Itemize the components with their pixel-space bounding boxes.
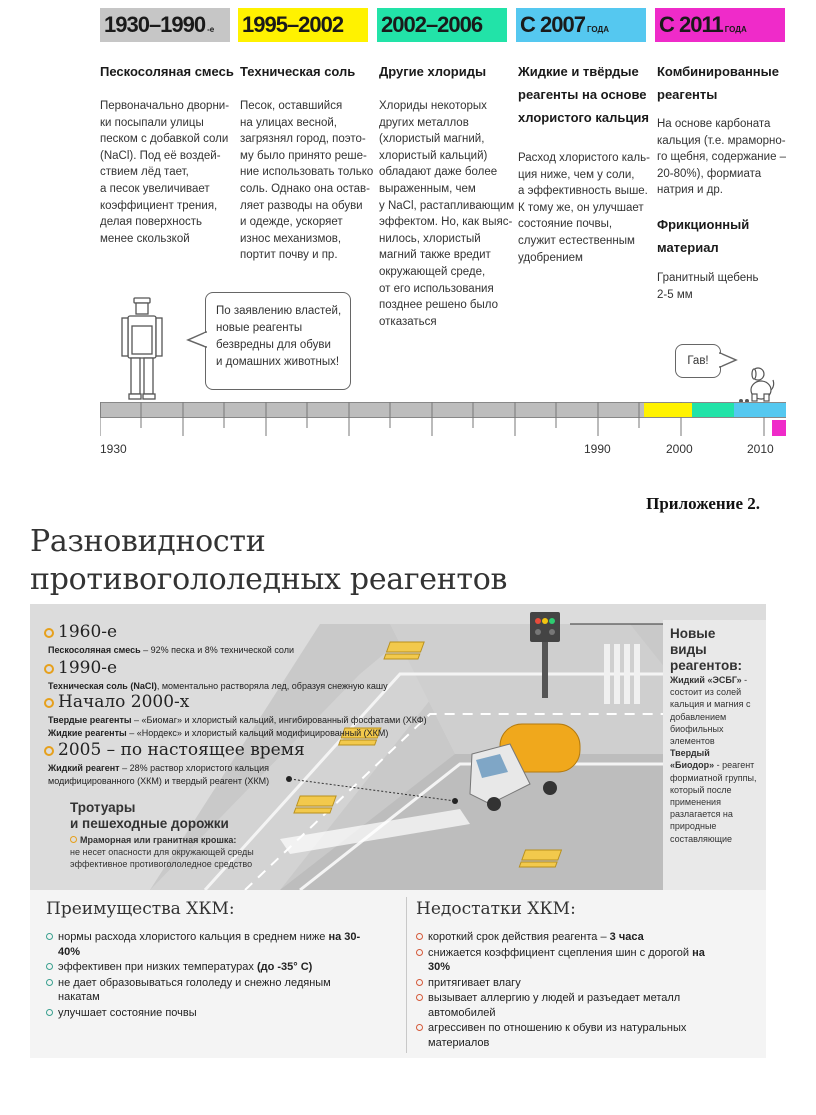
appendix-label: Приложение 2.	[646, 494, 760, 513]
year-label: 2010	[747, 442, 774, 456]
list-item: агрессивен по отношению к обуви из натуральных материалов	[416, 1021, 726, 1050]
period-header	[377, 8, 507, 42]
pros-title: Преимущества ХКМ:	[46, 899, 235, 919]
era-heading: 2005 – по настоящее время	[44, 740, 305, 760]
cons-list	[416, 930, 726, 1051]
list-item: вызывает аллергию у людей и разъедает металл автомобилей	[416, 991, 726, 1020]
bench-icon	[384, 642, 424, 659]
column-title: Другие хлориды	[379, 64, 487, 79]
period-label: 2002–2006	[381, 12, 483, 37]
year-label: 1930	[100, 442, 127, 456]
pros-list	[46, 930, 368, 1021]
list-item: нормы расхода хлористого кальция в среднем ниже на 30-40%	[46, 930, 368, 959]
janitor-illustration	[118, 296, 170, 402]
sidewalk-text: Мраморная или гранитная крошка: не несет опасности для окружающей среды эффективное противогололедное средство	[70, 835, 254, 870]
era-text: Твердые реагенты – «Биомаг» и хлористый кальций, ингибированный фосфатами (ХКФ) Жидкие реагенты – «Нордекс» и хлористый кальций модифицированный (ХКМ)	[48, 715, 427, 738]
timeline-segment	[772, 420, 786, 436]
infographic-panel	[30, 604, 766, 890]
list-item: притягивает влагу	[416, 976, 726, 991]
period-suffix: -е	[207, 25, 215, 34]
era-text: Техническая соль (NaCl), моментально растворяла лед, образуя снежную кашу	[48, 681, 388, 691]
timeline-scale	[100, 400, 790, 440]
bullet-icon	[70, 836, 77, 843]
list-item: улучшает состояние почвы	[46, 1006, 368, 1021]
period-label: 1995–2002	[242, 12, 344, 37]
new-reagents-title: Новые виды реагентов:	[670, 626, 743, 673]
era-heading: Начало 2000-х	[44, 692, 189, 712]
column-text: Песок, оставшийся на улицах весной, загрязнял город, поэто- му было принято реше- ние использовать только соль. Однако она остав- ляет разводы на обуви и одежде, ускоряет износ механизмов, портит почву и пр.	[240, 100, 374, 262]
column-text: Расход хлористого каль- ция ниже, чем у соли, а эффективность выше. К тому же, он улучшает состояние почвы, служит естественным удобрением	[518, 152, 650, 264]
list-item: короткий срок действия реагента – 3 часа	[416, 930, 726, 945]
list-item: снижается коэффициент сцепления шин с дорогой на 30%	[416, 946, 726, 975]
cons-title: Недостатки ХКМ:	[416, 899, 576, 919]
column-title: Пескосоляная смесь	[100, 64, 234, 79]
timeline-segment	[734, 403, 764, 417]
era-text: Жидкий реагент – 28% раствор хлористого кальция модифицированного (ХКМ) и твердый реагент (ХКМ)	[48, 763, 270, 786]
year-label: 2000	[666, 442, 693, 456]
era-heading: 1990-е	[44, 658, 117, 678]
speech-bubble-dog: Гав!	[675, 344, 721, 378]
period-suffix: ГОДА	[724, 25, 747, 34]
column-text: Первоначально дворни- ки посыпали улицы песком с добавкой соли (NaCl). Под её воздей- ствием лёд тает, а песок увеличивает коэффициент трения, делая поверхность менее скользкой	[100, 100, 230, 245]
dog-illustration	[736, 364, 776, 402]
period-header	[655, 8, 785, 42]
sidewalk-title: Тротуары и пешеходные дорожки	[70, 800, 229, 831]
page-title: Разновидности противогололедных реагентов	[30, 524, 508, 597]
divider	[406, 897, 407, 1053]
list-item: эффективен при низких температурах (до -35° С)	[46, 960, 368, 975]
year-label: 1990	[584, 442, 611, 456]
new-reagents-text: Жидкий «ЭСБГ» - состоит из солей кальция и магния с добавлением биофильных элементов Твердый «Биодор» - реагент формиатной группы, который после применения разлагается на природные составляющие	[670, 675, 757, 844]
period-header	[238, 8, 368, 42]
speech-bubble-official: По заявлению властей, новые реагенты безвредны для обуви и домашних животных!	[205, 292, 351, 390]
list-item: не дает образовываться гололеду и снежно ледяным накатам	[46, 976, 368, 1005]
column-title: Техническая соль	[240, 64, 356, 79]
column-text: На основе карбоната кальция (т.е. мраморно- го щебня, содержание – 20-80%), формиата натрия и др.	[657, 118, 787, 197]
bubble-tail	[186, 330, 208, 350]
column-subtitle: Фрикционный материал	[657, 217, 750, 255]
period-label: С 2007	[520, 12, 585, 37]
period-suffix: ГОДА	[586, 25, 609, 34]
era-heading: 1960-е	[44, 622, 117, 642]
column-title: Комбинированные реагенты	[657, 64, 779, 102]
column-text: Гранитный щебень 2-5 мм	[657, 272, 759, 301]
period-label: С 2011	[659, 12, 723, 37]
bullet-icon	[44, 664, 54, 674]
timeline-segment	[692, 403, 734, 417]
bullet-icon	[44, 628, 54, 638]
period-label: 1930–1990	[104, 12, 206, 37]
period-header	[100, 8, 230, 42]
bullet-icon	[44, 746, 54, 756]
column-text: Хлориды некоторых других металлов (хлористый магний, хлористый кальций) обладают даже более выраженным, чем у NaCl, растапливающим эффектом. Но, как выяс- нилось, хлористый магний также вредит окружающей среде, от его использования позднее решено было отказаться	[379, 100, 515, 328]
timeline-segment	[644, 403, 692, 417]
era-text: Пескосоляная смесь – 92% песка и 8% технической соли	[48, 645, 295, 655]
bullet-icon	[44, 698, 54, 708]
period-header	[516, 8, 646, 42]
column-title: Жидкие и твёрдые реагенты на основе хлористого кальция	[518, 64, 649, 125]
